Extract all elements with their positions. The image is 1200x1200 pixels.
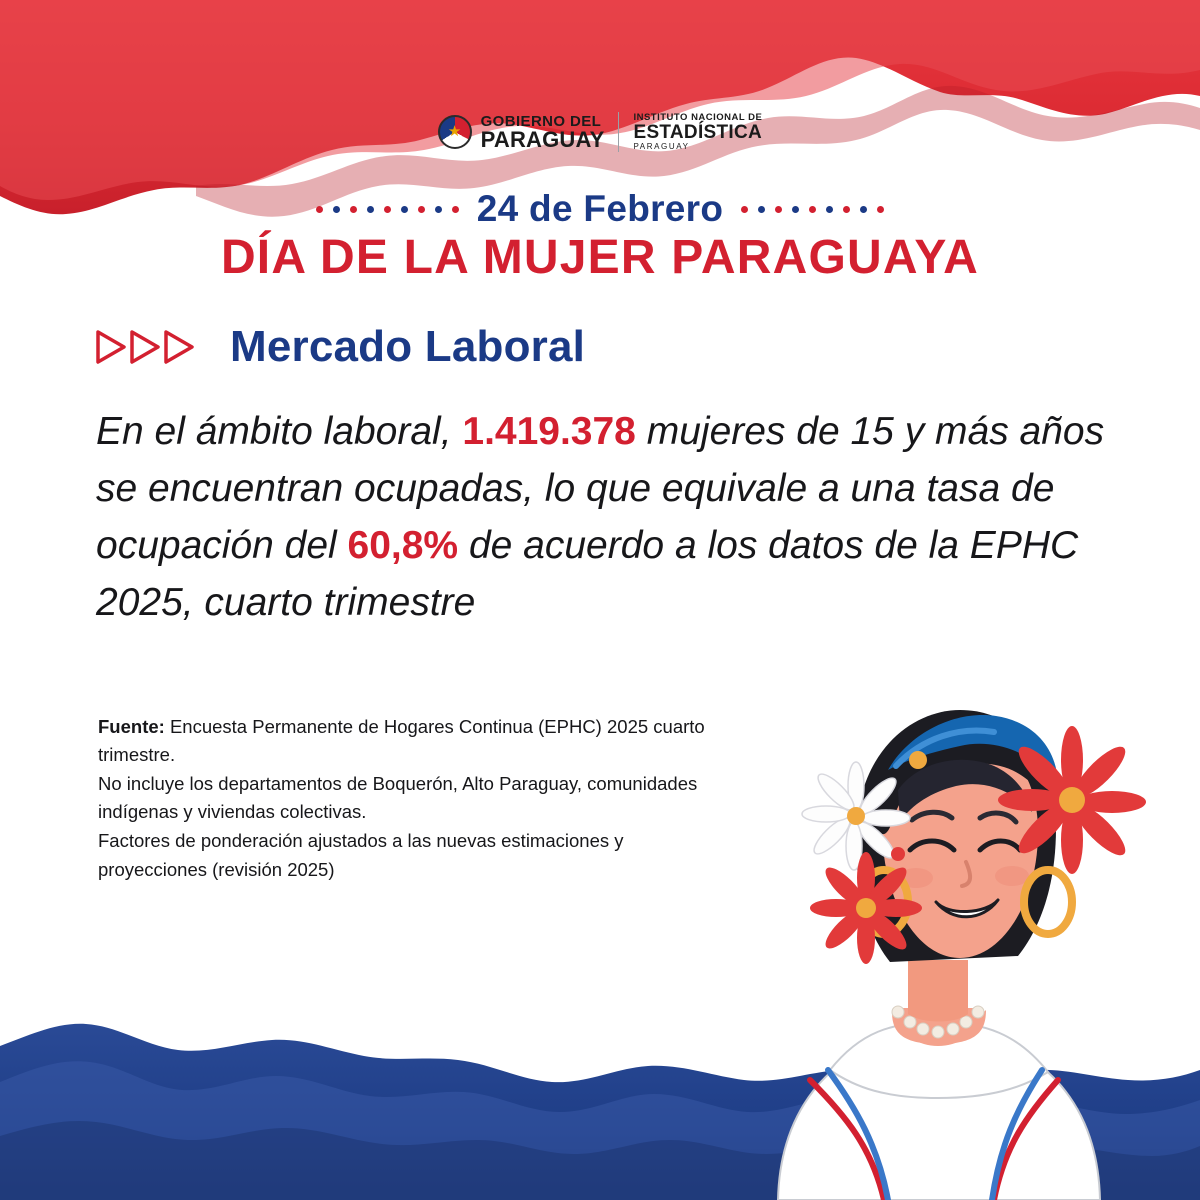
source-line1-text: Encuesta Permanente de Hogares Continua (EPHC) 2025 cuarto trimestre.: [98, 716, 705, 766]
section-header: [96, 322, 585, 372]
date-text: 24 de Febrero: [476, 188, 724, 229]
paraguay-coat-of-arms-icon: [438, 115, 472, 149]
government-logo-text: [481, 114, 605, 151]
institute-logo-line3: PARAGUAY: [633, 141, 690, 151]
institute-logo: [633, 113, 762, 151]
statement-rate: 60,8%: [347, 523, 459, 567]
logo-divider: [618, 112, 619, 152]
government-logo-line1: GOBIERNO DEL: [480, 112, 602, 130]
dot-rule-right: [741, 206, 884, 213]
source-label: Fuente:: [98, 716, 165, 737]
government-logo-line2: PARAGUAY: [480, 126, 605, 152]
triple-arrow-right-icon: [96, 329, 208, 365]
statement-part1: En el ámbito laboral,: [96, 410, 463, 453]
statement-figure: 1.419.378: [462, 410, 636, 453]
paraguayan-woman-illustration: [660, 640, 1180, 1200]
source-line-1: [98, 713, 728, 769]
source-line-3: Factores de ponderación ajustados a las nuevas estimaciones y proyecciones (revisión 2025): [98, 830, 624, 880]
dot-rule-left: [316, 206, 459, 213]
statement-paragraph: [96, 404, 1126, 632]
institute-logo-line1: INSTITUTO NACIONAL DE: [633, 111, 763, 123]
page-title: DÍA DE LA MUJER PARAGUAYA: [220, 231, 980, 284]
source-note: [98, 712, 728, 884]
date-headline-row: [0, 188, 1200, 230]
government-logo: [438, 114, 605, 151]
section-title: Mercado Laboral: [230, 322, 586, 371]
statement-part2: mujeres de 15 y más años se encuentran ocupadas, lo que equivale a una tasa de ocupación del: [96, 410, 1105, 567]
statement-part3: de acuerdo a los datos de la EPHC 2025, cuarto trimestre: [96, 523, 1079, 624]
source-line-2: No incluye los departamentos de Boquerón, Alto Paraguay, comunidades indígenas y viviendas colectivas.: [98, 773, 698, 823]
institute-logo-line2: ESTADÍSTICA: [633, 121, 763, 143]
logo-row: [0, 112, 1200, 152]
